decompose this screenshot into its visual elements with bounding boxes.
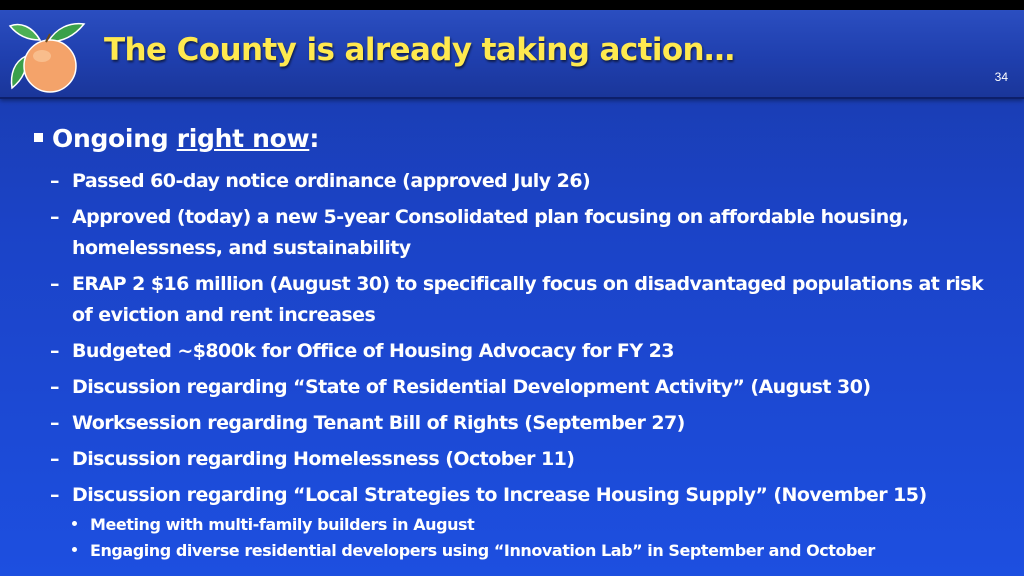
dot-bullet-icon (72, 547, 77, 552)
dash-bullet-icon: – (50, 412, 59, 434)
list-item (50, 336, 1000, 367)
heading-ongoing (34, 124, 319, 153)
heading-suffix: : (309, 124, 320, 153)
list-item-text: Discussion regarding “State of Residential Development Activity” (August 30) (72, 376, 871, 398)
sub-list-item-text: Meeting with multi-family builders in August (90, 515, 475, 534)
slide-number: 34 (994, 70, 1008, 84)
dash-bullet-icon: – (50, 484, 59, 506)
list-item-text: Approved (today) a new 5-year Consolidated plan focusing on affordable housing, homelessness, and sustainability (72, 206, 909, 259)
dash-bullet-icon: – (50, 340, 59, 362)
sub-list-item (72, 541, 875, 560)
heading-prefix: Ongoing (52, 124, 177, 153)
sub-list-item (72, 515, 474, 534)
square-bullet-icon (34, 133, 43, 142)
dot-bullet-icon (72, 521, 77, 526)
heading-underlined: right now (176, 124, 310, 153)
list-item (50, 269, 1000, 331)
slide-title: The County is already taking action… (104, 32, 735, 68)
list-item (50, 202, 1000, 264)
dash-bullet-icon: – (50, 273, 59, 295)
sub-list-item-text: Engaging diverse residential developers using “Innovation Lab” in September and October (90, 541, 875, 560)
dash-bullet-icon: – (50, 376, 59, 398)
list-item (50, 480, 1000, 511)
dash-bullet-icon: – (50, 206, 59, 228)
list-item (50, 408, 1000, 439)
list-item-text: Discussion regarding “Local Strategies to Increase Housing Supply” (November 15) (72, 484, 927, 506)
list-item (50, 372, 1000, 403)
list-item (50, 444, 1000, 475)
list-item-text: Budgeted ~$800k for Office of Housing Advocacy for FY 23 (72, 340, 674, 362)
list-item (50, 166, 1000, 197)
list-item-text: Worksession regarding Tenant Bill of Rights (September 27) (72, 412, 685, 434)
list-item-text: Passed 60-day notice ordinance (approved July 26) (72, 170, 591, 192)
list-item-text: Discussion regarding Homelessness (October 11) (72, 448, 575, 470)
list-item-text: ERAP 2 $16 million (August 30) to specifically focus on disadvantaged populations at risk of eviction and rent increases (72, 273, 984, 326)
dash-bullet-icon: – (50, 170, 59, 192)
dash-bullet-icon: – (50, 448, 59, 470)
